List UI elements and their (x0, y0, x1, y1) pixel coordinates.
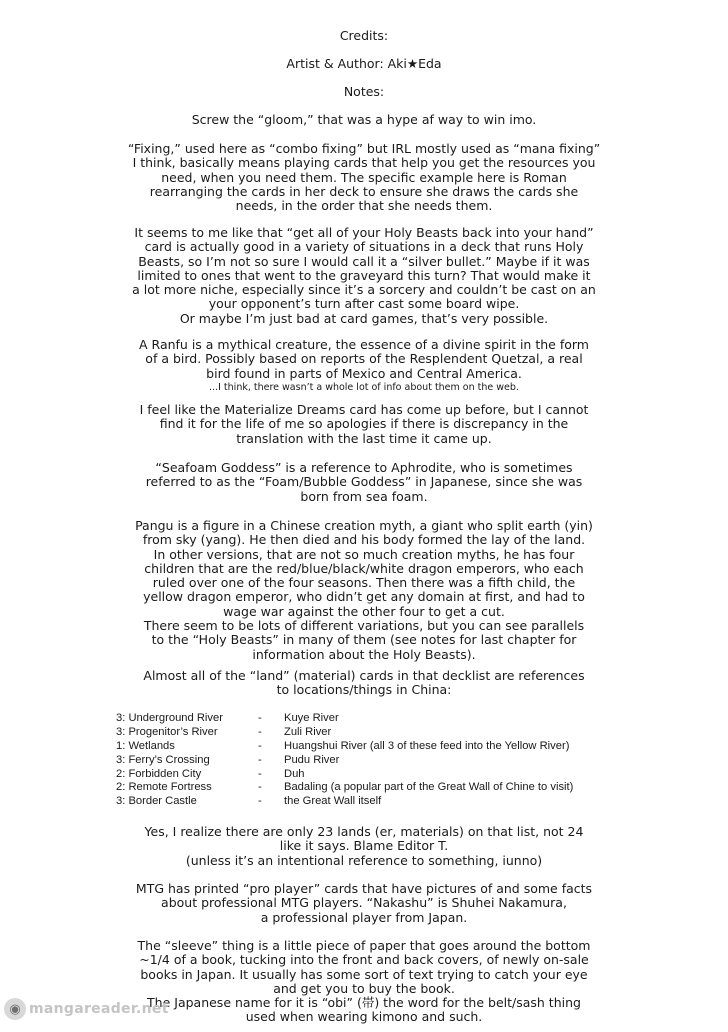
land-reference: Badaling (a popular part of the Great Wall of Chine to visit) (284, 781, 574, 794)
note-line: Yes, I realize there are only 23 lands (er, materials) on that list, not 24 (144, 824, 584, 839)
note-line: children that are the red/blue/black/white dragon emperors, who each (144, 560, 584, 576)
land-card: 3: Border Castle (116, 795, 197, 808)
note-line: used when wearing kimono and such. (245, 1009, 483, 1025)
note-line: The “sleeve” thing is a little piece of paper that goes around the bottom (137, 938, 591, 953)
note-line: Beasts, so I’m not so sure I would call it a “silver bullet.” Maybe if it was (138, 253, 590, 269)
land-reference: Pudu River (284, 753, 340, 766)
separator: - (258, 767, 262, 780)
note-line: and get you to buy the book. (273, 980, 455, 996)
note-line: needs, in the order that she needs them. (235, 198, 493, 214)
land-reference: the Great Wall itself (284, 795, 382, 808)
note-line: I feel like the Materialize Dreams card has come up before, but I cannot (139, 402, 589, 417)
note-line: “Fixing,” used here as “combo fixing” but IRL mostly used as “mana fixing” (127, 141, 601, 156)
note-line: ~1/4 of a book, tucking into the front and back covers, of newly on-sale (139, 952, 589, 968)
note-line: born from sea foam. (300, 488, 428, 504)
land-card: 3: Underground River (116, 712, 223, 724)
note-paragraph (40, 825, 688, 868)
land-card: 2: Remote Fortress (116, 781, 212, 794)
note-line: Screw the “gloom,” that was a hype af way to win imo. (191, 112, 537, 127)
separator: - (258, 725, 262, 738)
note-paragraph (40, 519, 688, 662)
separator: - (258, 739, 262, 752)
note-line: There seem to be lots of different variations, but you can see parallels (143, 618, 585, 634)
land-card: 2: Forbidden City (116, 767, 202, 780)
note-line: a lot more niche, especially since it’s a sorcery and couldn’t be cast on an (132, 282, 596, 298)
note-line: limited to ones that went to the graveyard this turn? That would make it (137, 267, 591, 283)
note-line: to the “Holy Beasts” in many of them (see notes for last chapter for (151, 632, 577, 648)
mangareader-logo-icon: ◉ (4, 998, 26, 1020)
note-line: It seems to me like that “get all of your Holy Beasts back into your hand” (134, 225, 594, 240)
note-line: wage war against the other four to get a cut. (223, 603, 505, 619)
separator: - (258, 753, 262, 766)
note-paragraph (40, 142, 688, 213)
note-line: information about the Holy Beasts). (252, 646, 476, 662)
note-paragraph (40, 338, 688, 395)
note-line: In other versions, that are not so much creation myths, he has four (153, 546, 575, 562)
note-line: find it for the life of me so apologies if there is discrepancy in the (159, 416, 569, 432)
land-card: 1: Wetlands (116, 739, 175, 752)
note-paragraph (40, 882, 688, 925)
note-line: Pangu is a figure in a Chinese creation myth, a giant who split earth (yin) (135, 518, 593, 533)
note-line: need, when you need them. The specific example here is Roman (161, 169, 567, 185)
note-line: books in Japan. It usually has some sort of text trying to catch your eye (140, 966, 588, 982)
note-line: your opponent’s turn after cast some board wipe. (208, 296, 520, 312)
land-card: 3: Progenitor’s River (116, 725, 218, 738)
note-paragraph (40, 113, 688, 127)
note-line: A Ranfu is a mythical creature, the essence of a divine spirit in the form (139, 337, 589, 352)
note-line: bird found in parts of Mexico and Central America. (206, 365, 522, 381)
note-line: card is actually good in a variety of situations in a deck that runs Holy (144, 239, 584, 255)
watermark-text: mangareader.net (29, 1001, 169, 1017)
note-line: to locations/things in China: (276, 682, 452, 698)
note-line: I think, basically means playing cards that help you get the resources you (132, 155, 596, 171)
watermark[interactable] (4, 994, 169, 1024)
note-line: Almost all of the “land” (material) cards in that decklist are references (143, 668, 585, 683)
separator: - (258, 712, 262, 724)
note-paragraph (40, 403, 688, 446)
separator: - (258, 795, 262, 808)
note-paragraph (40, 226, 688, 326)
notes-title: Notes: (343, 84, 385, 99)
land-reference: Kuye River (284, 712, 339, 724)
separator: - (258, 781, 262, 794)
land-reference: Duh (284, 767, 305, 780)
artist-author: Artist & Author: Aki★Eda (286, 56, 442, 71)
note-line: a professional player from Japan. (260, 909, 468, 925)
note-paragraph (40, 461, 688, 504)
note-line: referred to as the “Foam/Bubble Goddess” in Japanese, since she was (145, 474, 583, 490)
land-card: 3: Ferry’s Crossing (116, 753, 210, 766)
note-line: “Seafoam Goddess” is a reference to Aphrodite, who is sometimes (155, 460, 573, 475)
note-line: yellow dragon emperor, who didn’t get any domain at first, and had to (143, 589, 585, 605)
land-reference: Zuli River (284, 725, 332, 738)
note-line: The Japanese name for it is “obi” (帯) the word for the belt/sash thing (147, 995, 581, 1011)
note-line: (unless it’s an intentional reference to something, iunno) (185, 852, 543, 868)
note-line: like it says. Blame Editor T. (279, 838, 449, 854)
note-aside: ...I think, there wasn’t a whole lot of info about them on the web. (209, 381, 519, 393)
note-line: translation with the last time it came up. (236, 430, 492, 446)
note-line: MTG has printed “pro player” cards that have pictures of and some facts (135, 881, 593, 896)
note-paragraph (40, 669, 688, 698)
credits-title: Credits: (339, 28, 389, 43)
note-line: Or maybe I’m just bad at card games, that’s very possible. (179, 310, 549, 326)
land-reference: Huangshui River (all 3 of these feed into the Yellow River) (284, 739, 570, 752)
note-line: of a bird. Possibly based on reports of the Resplendent Quetzal, a real (145, 351, 583, 367)
note-line: from sky (yang). He then died and his body formed the lay of the land. (142, 532, 586, 548)
note-line: ruled over one of the four seasons. Then there was a fifth child, the (152, 575, 576, 591)
note-line: about professional MTG players. “Nakashu” is Shuhei Nakamura, (161, 895, 567, 911)
note-line: rearranging the cards in her deck to ensure she draws the cards she (149, 183, 579, 199)
